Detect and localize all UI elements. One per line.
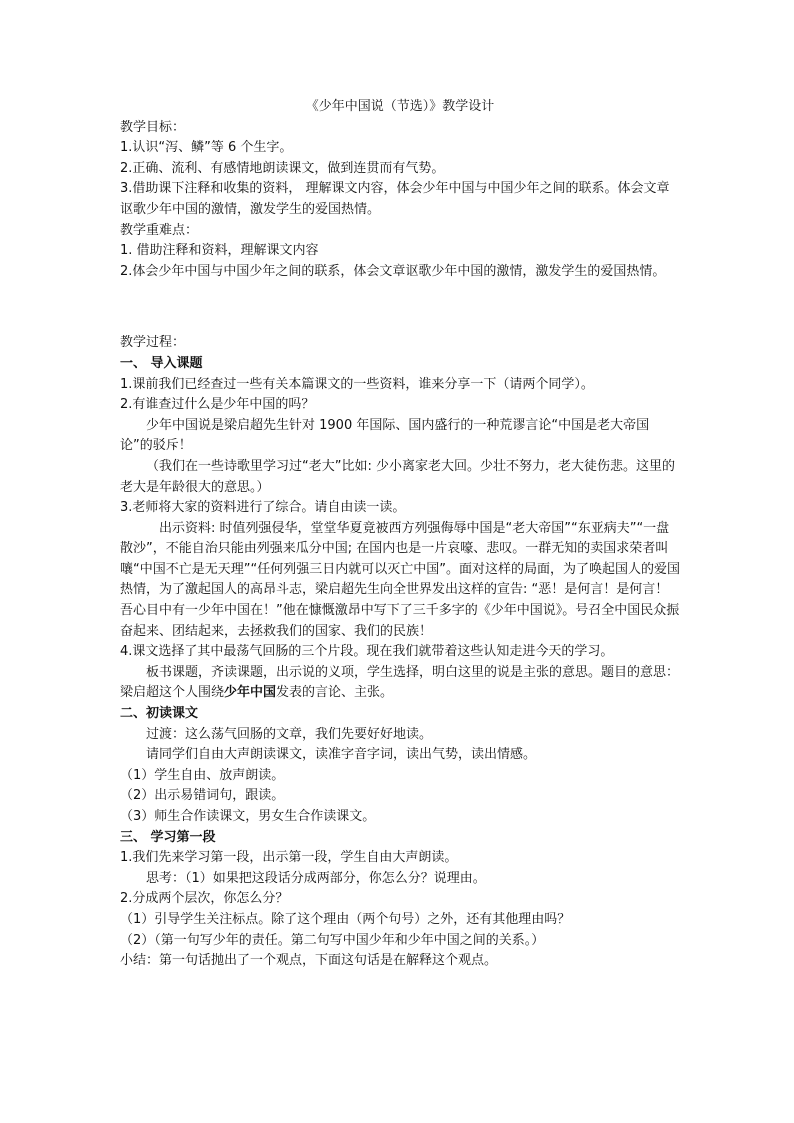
keypoints-heading: 教学重难点：: [120, 222, 199, 238]
section-2-line-3: （1）学生自由、放声朗读。: [120, 767, 285, 783]
goal-item-2: 2.正确、流利、有感情地朗读课文，做到连贯而有气势。: [120, 160, 445, 176]
section-3-line-2: 思考：（1）如果把这段话分成两部分，你怎么分？说理由。: [146, 870, 486, 886]
section-3-line-5: （2）（第一句写少年的责任。第二句写中国少年和少年中国之间的关系。）: [120, 932, 545, 948]
keypoint-item-2: 2.体会少年中国与中国少年之间的联系，体会文章讴歌少年中国的激情，激发学生的爱国热情。: [120, 263, 666, 279]
line-8-part-a: 板书课题，齐读课题，出示说的义项，学生选择，明白这里的说是主张的意思。题目的意思：梁启超这个人围绕: [120, 664, 680, 701]
section-3-heading: 三、 学习第一段: [120, 829, 216, 845]
line-8-emphasis: 少年中国: [224, 685, 277, 701]
section-3-summary: 小结：第一句话抛出了一个观点，下面这句话是在解释这个观点。: [120, 953, 498, 969]
document-title: 《少年中国说（节选）》教学设计: [305, 99, 495, 114]
goals-heading: 教学目标：: [120, 119, 186, 135]
section-1-line-4: （我们在一些诗歌里学习过“老大”比如: 少小离家老大回。少壮不努力，老大徒伤悲。这里的老大是年龄很大的意思。）: [120, 458, 675, 495]
section-2-heading: 二、初读课文: [120, 706, 199, 722]
section-1-line-5: 3.老师将大家的资料进行了综合。请自由读一读。: [120, 500, 406, 516]
document-body: [120, 97, 680, 972]
section-3-line-3: 2.分成两个层次，你怎么分？: [120, 891, 289, 907]
section-1-line-1: 1.课前我们已经查过一些有关本篇课文的一些资料，谁来分享一下（请两个同学）。: [120, 376, 594, 392]
process-heading: 教学过程：: [120, 335, 186, 351]
goal-item-3: 3.借助课下注释和收集的资料， 理解课文内容，体会少年中国与中国少年之间的联系。体会文章讴歌少年中国的激情，激发学生的爱国热情。: [120, 181, 670, 217]
spacer: [120, 282, 680, 333]
line-8-part-c: 发表的言论、主张。: [276, 685, 394, 701]
section-2-line-4: （2）出示易错词句，跟读。: [120, 788, 285, 804]
section-1-line-3: 少年中国说是梁启超先生针对 1900 年国际、国内盛行的一种荒谬言论“中国是老大帝国论”的驳斥！: [120, 417, 650, 454]
keypoint-item-1: 1. 借助注释和资料，理解课文内容: [120, 243, 319, 259]
section-1-line-7: 4.课文选择了其中最荡气回肠的三个片段。现在我们就带着这些认知走进今天的学习。: [120, 644, 614, 660]
section-1-material: 出示资料: 时值列强侵华，堂堂华夏竟被西方列强侮辱中国是“老大帝国”“东亚病夫”“一盘散沙”，不能自治只能由列强来瓜分中国; 在国内也是一片哀嚎、悲叹。一群无知的卖国求荣者叫嚷“中国不亡是无天理”“任何列强三日内就可以灭亡中国”。面对这样的局面，为了唤起国人的爱国热情，为了激起国人的高昂斗志，梁启超先生向全世界发出这样的宣告: “恶！是何言！是何言！吾心目中有一少年中国在！”他在慷慨激昂中写下了三千多字的《少年中国说》。号召全中国民众振奋起来、团结起来，去拯救我们的国家、我们的民族！: [120, 520, 680, 639]
section-3-line-1: 1.我们先来学习第一段，出示第一段，学生自由大声朗读。: [120, 850, 458, 866]
section-3-line-4: （1）引导学生关注标点。除了这个理由（两个句号）之外，还有其他理由吗？: [120, 911, 571, 927]
section-1-heading: 一、 导入课题: [120, 355, 203, 371]
section-2-line-2: 请同学们自由大声朗读课文，读准字音字词，读出气势，读出情感。: [146, 747, 537, 763]
section-2-line-5: （3）师生合作读课文，男女生合作读课文。: [120, 809, 376, 824]
section-1-line-2: 2.有谁查过什么是少年中国的吗？: [120, 397, 315, 413]
section-2-line-1: 过渡：这么荡气回肠的文章，我们先要好好地读。: [146, 726, 433, 742]
section-1-line-8: [120, 663, 680, 704]
goal-item-1: 1.认识“泻、鳞”等 6 个生字。: [120, 140, 293, 156]
